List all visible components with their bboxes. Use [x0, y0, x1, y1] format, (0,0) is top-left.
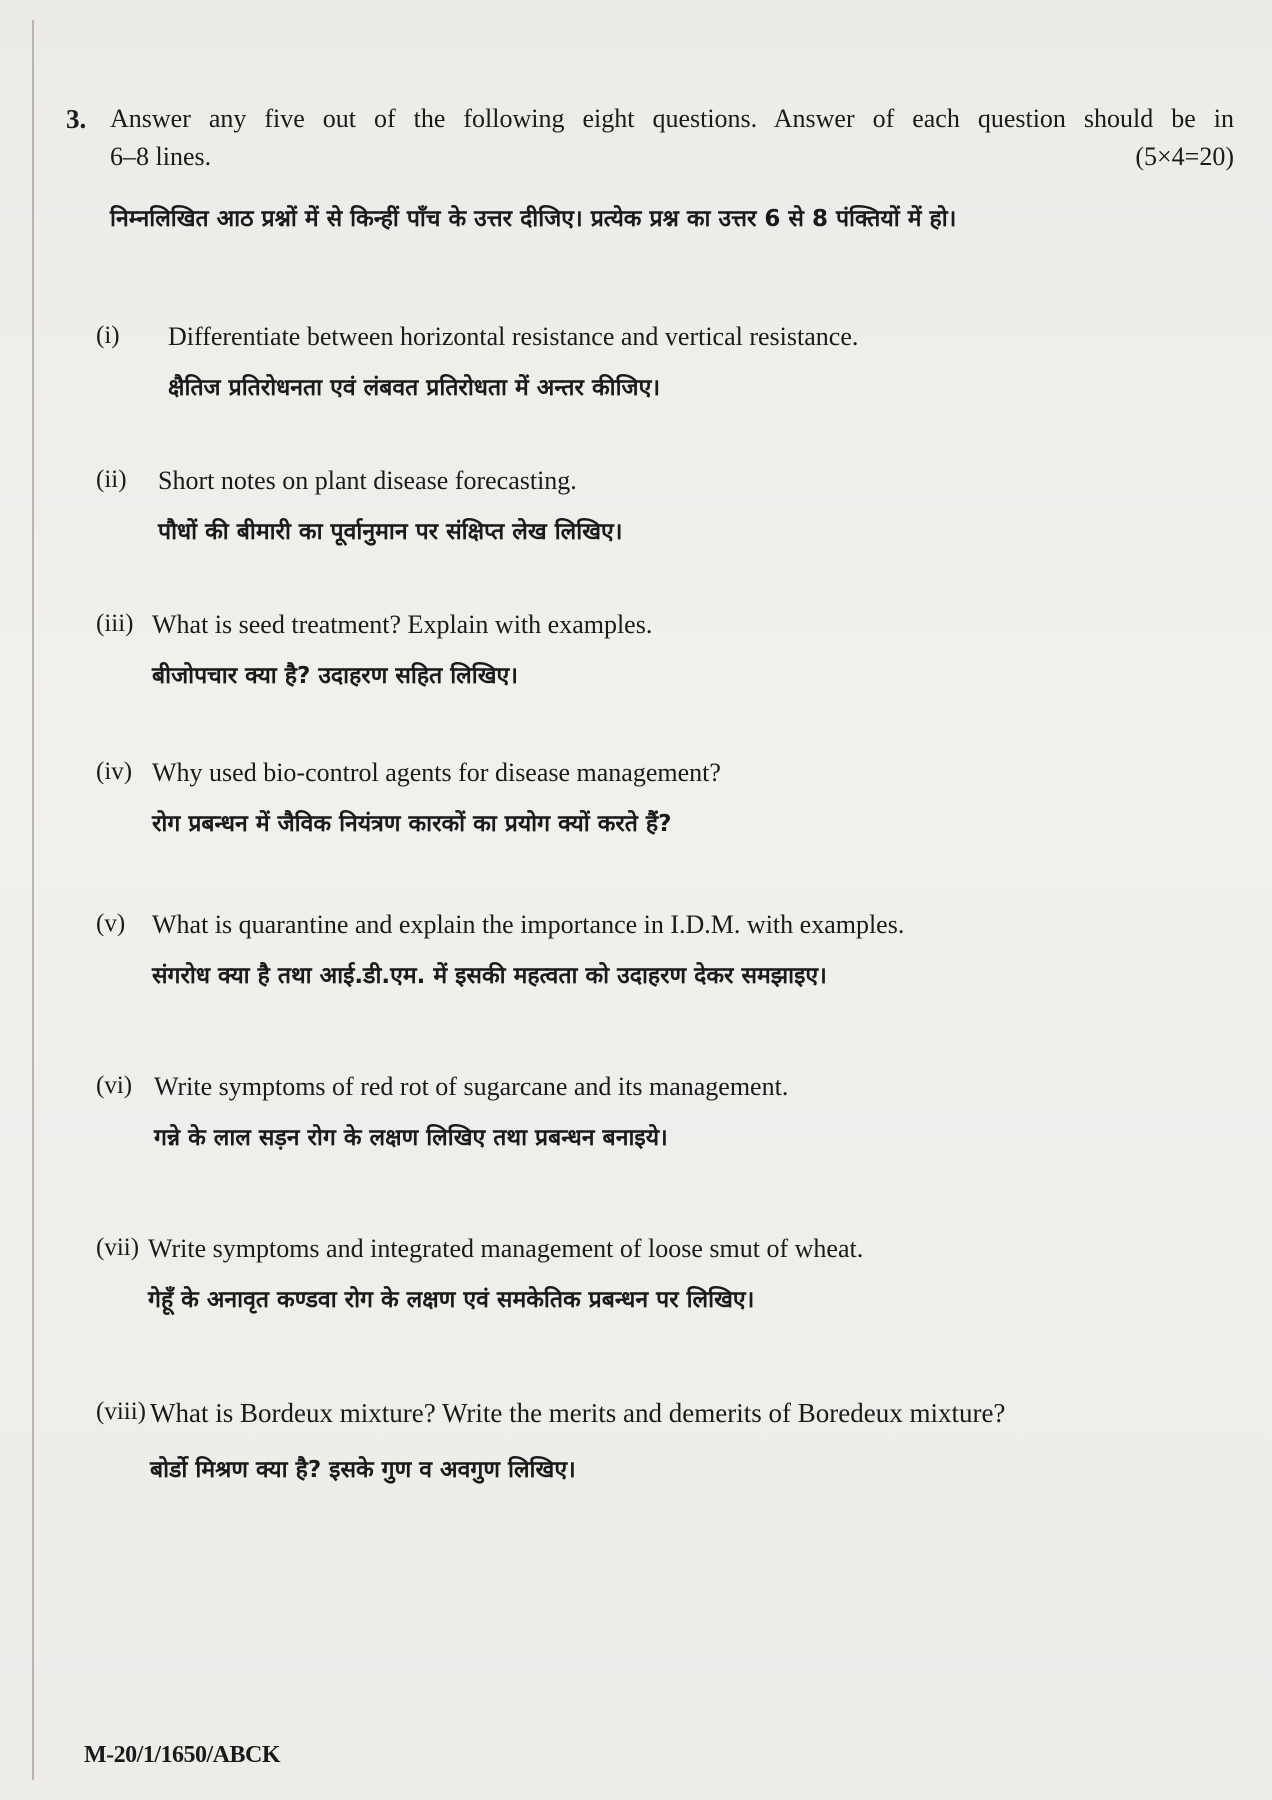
sub-question-number: (ii)	[96, 466, 127, 493]
sub-question-number: (i)	[96, 322, 120, 349]
sub-question-english: What is seed treatment? Explain with examples.	[152, 610, 653, 639]
question-instruction-line1: Answer any five out of the following eight questions. Answer of each question should be in	[110, 104, 1234, 133]
sub-question-english: Write symptoms of red rot of sugarcane and its management.	[154, 1072, 789, 1101]
sub-question-english: Write symptoms and integrated management of loose smut of wheat.	[148, 1234, 864, 1263]
sub-question-english: Short notes on plant disease forecasting.	[158, 466, 577, 495]
sub-question-number: (iv)	[96, 758, 133, 785]
sub-question-number: (v)	[96, 910, 126, 937]
sub-question-hindi: बोर्डो मिश्रण क्या है? इसके गुण व अवगुण लिखिए।	[150, 1457, 576, 1483]
question-marks: (5×4=20)	[1135, 142, 1234, 171]
page-edge-line	[32, 20, 34, 1780]
sub-question-hindi: गन्ने के लाल सड़न रोग के लक्षण लिखिए तथा प्रबन्धन बनाइये।	[154, 1125, 668, 1151]
question-instruction-line2-row	[110, 142, 1234, 172]
sub-question-number: (vii)	[96, 1234, 140, 1261]
sub-question-number: (vi)	[96, 1072, 133, 1099]
question-instruction-hindi: निम्नलिखित आठ प्रश्नों में से किन्हीं पाँच के उत्तर दीजिए। प्रत्येक प्रश्न का उत्तर 6 से 8 पंक्तियों में हो।	[110, 206, 957, 232]
sub-question-hindi: क्षैतिज प्रतिरोधनता एवं लंबवत प्रतिरोधता में अन्तर कीजिए।	[168, 375, 661, 401]
sub-question-english: What is quarantine and explain the importance in I.D.M. with examples.	[152, 910, 905, 939]
page-footer-code: M-20/1/1650/ABCK	[84, 1742, 280, 1768]
question-number: 3.	[66, 104, 87, 134]
sub-question-english: Differentiate between horizontal resistance and vertical resistance.	[168, 322, 859, 351]
sub-question-hindi: गेहूँ के अनावृत कण्डवा रोग के लक्षण एवं समकेतिक प्रबन्धन पर लिखिए।	[148, 1287, 755, 1313]
sub-question-english: Why used bio-control agents for disease management?	[152, 758, 721, 787]
sub-question-hindi: पौधों की बीमारी का पूर्वानुमान पर संक्षिप्त लेख लिखिए।	[158, 519, 623, 545]
sub-question-hindi: रोग प्रबन्धन में जैविक नियंत्रण कारकों का प्रयोग क्यों करते हैं?	[152, 811, 672, 837]
sub-question-number: (iii)	[96, 610, 134, 637]
sub-question-english: What is Bordeux mixture? Write the merits and demerits of Boredeux mixture?	[150, 1398, 1006, 1428]
sub-question-hindi: बीजोपचार क्या है? उदाहरण सहित लिखिए।	[152, 663, 518, 689]
question-instruction-line2: 6–8 lines.	[110, 142, 212, 171]
sub-question-number: (viii)	[96, 1398, 146, 1425]
sub-question-hindi: संगरोध क्या है तथा आई.डी.एम. में इसकी महत्वता को उदाहरण देकर समझाइए।	[152, 963, 827, 989]
